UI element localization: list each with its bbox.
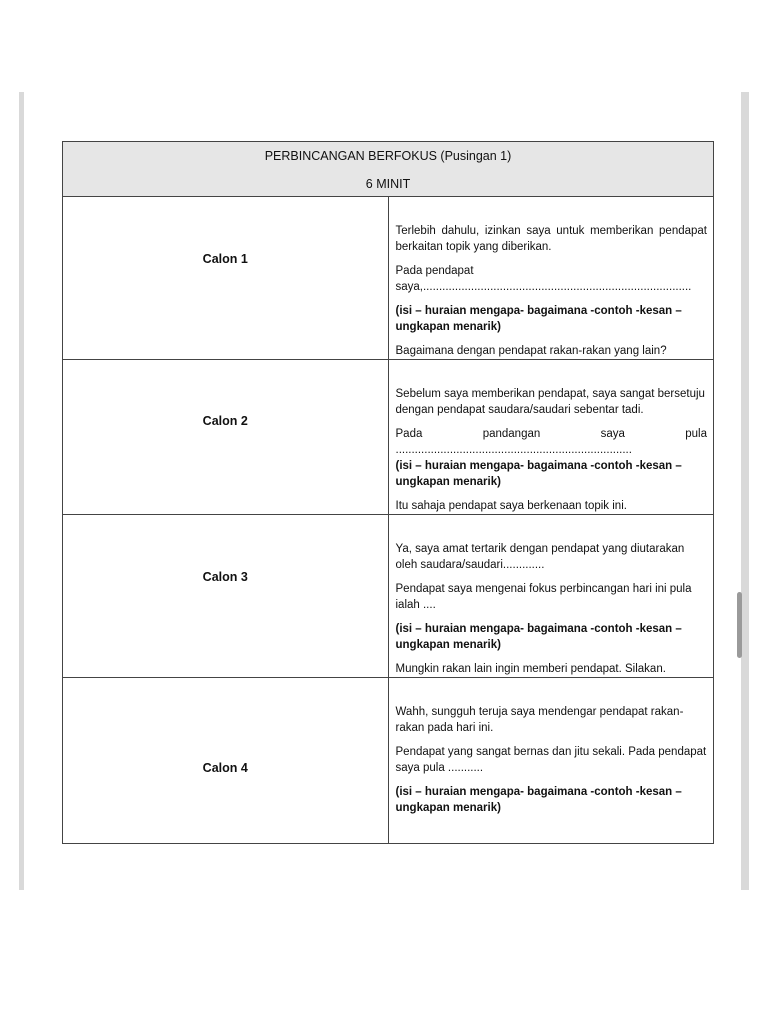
script-line-bold: (isi – huraian mengapa- bagaimana -contoh -kesan – ungkapan menarik) (395, 305, 682, 333)
script-line: Ya, saya amat tertarik dengan pendapat yang diutarakan oleh saudara/saudari............. (395, 543, 685, 571)
table-row (63, 515, 714, 678)
candidate-script (388, 678, 714, 844)
script-line-bold: (isi – huraian mengapa- bagaimana -contoh -kesan – ungkapan menarik) (395, 623, 682, 651)
candidate-label: Calon 4 (63, 678, 389, 844)
table-row (63, 197, 714, 360)
script-line: Mungkin rakan lain ingin memberi pendapat. Silakan. (395, 663, 666, 675)
candidate-label: Calon 2 (63, 360, 389, 515)
table-title: PERBINCANGAN BERFOKUS (Pusingan 1) (264, 149, 512, 163)
script-line: Pendapat saya mengenai fokus perbincangan hari ini pula ialah .... (395, 583, 692, 611)
candidate-script (388, 197, 714, 360)
scrollbar-thumb[interactable] (737, 592, 742, 658)
script-line: Pendapat yang sangat bernas dan jitu sekali. Pada pendapat saya pula ........... (395, 746, 707, 774)
script-line: Sebelum saya memberikan pendapat, saya sangat bersetuju dengan pendapat saudara/saudari sebentar tadi. (395, 388, 705, 416)
script-line: Terlebih dahulu, izinkan saya untuk memberikan pendapat berkaitan topik yang diberikan. (395, 225, 707, 253)
table-duration: 6 MINIT (365, 177, 411, 191)
candidate-label: Calon 1 (63, 197, 389, 360)
left-scroll-track (19, 92, 24, 890)
candidate-label: Calon 3 (63, 515, 389, 678)
right-scroll-track[interactable] (741, 92, 749, 890)
table-row (63, 678, 714, 844)
table-row (63, 360, 714, 515)
discussion-table (62, 141, 714, 844)
script-line: Itu sahaja pendapat saya berkenaan topik ini. (395, 500, 627, 512)
candidate-script (388, 515, 714, 678)
script-line: Pada pendapat saya,.................................................................................... (395, 265, 692, 293)
script-line: Bagaimana dengan pendapat rakan-rakan yang lain? (395, 345, 667, 357)
script-line: Wahh, sungguh teruja saya mendengar pendapat rakan-rakan pada hari ini. (395, 706, 684, 734)
script-line: Pada pandangan saya pula .......................................................................... (395, 428, 707, 456)
script-line-bold: (isi – huraian mengapa- bagaimana -contoh -kesan – ungkapan menarik) (395, 460, 682, 488)
table-header-row (63, 142, 714, 197)
script-line-bold: (isi – huraian mengapa- bagaimana -contoh -kesan – ungkapan menarik) (395, 786, 682, 814)
table-header (63, 142, 714, 197)
candidate-script (388, 360, 714, 515)
